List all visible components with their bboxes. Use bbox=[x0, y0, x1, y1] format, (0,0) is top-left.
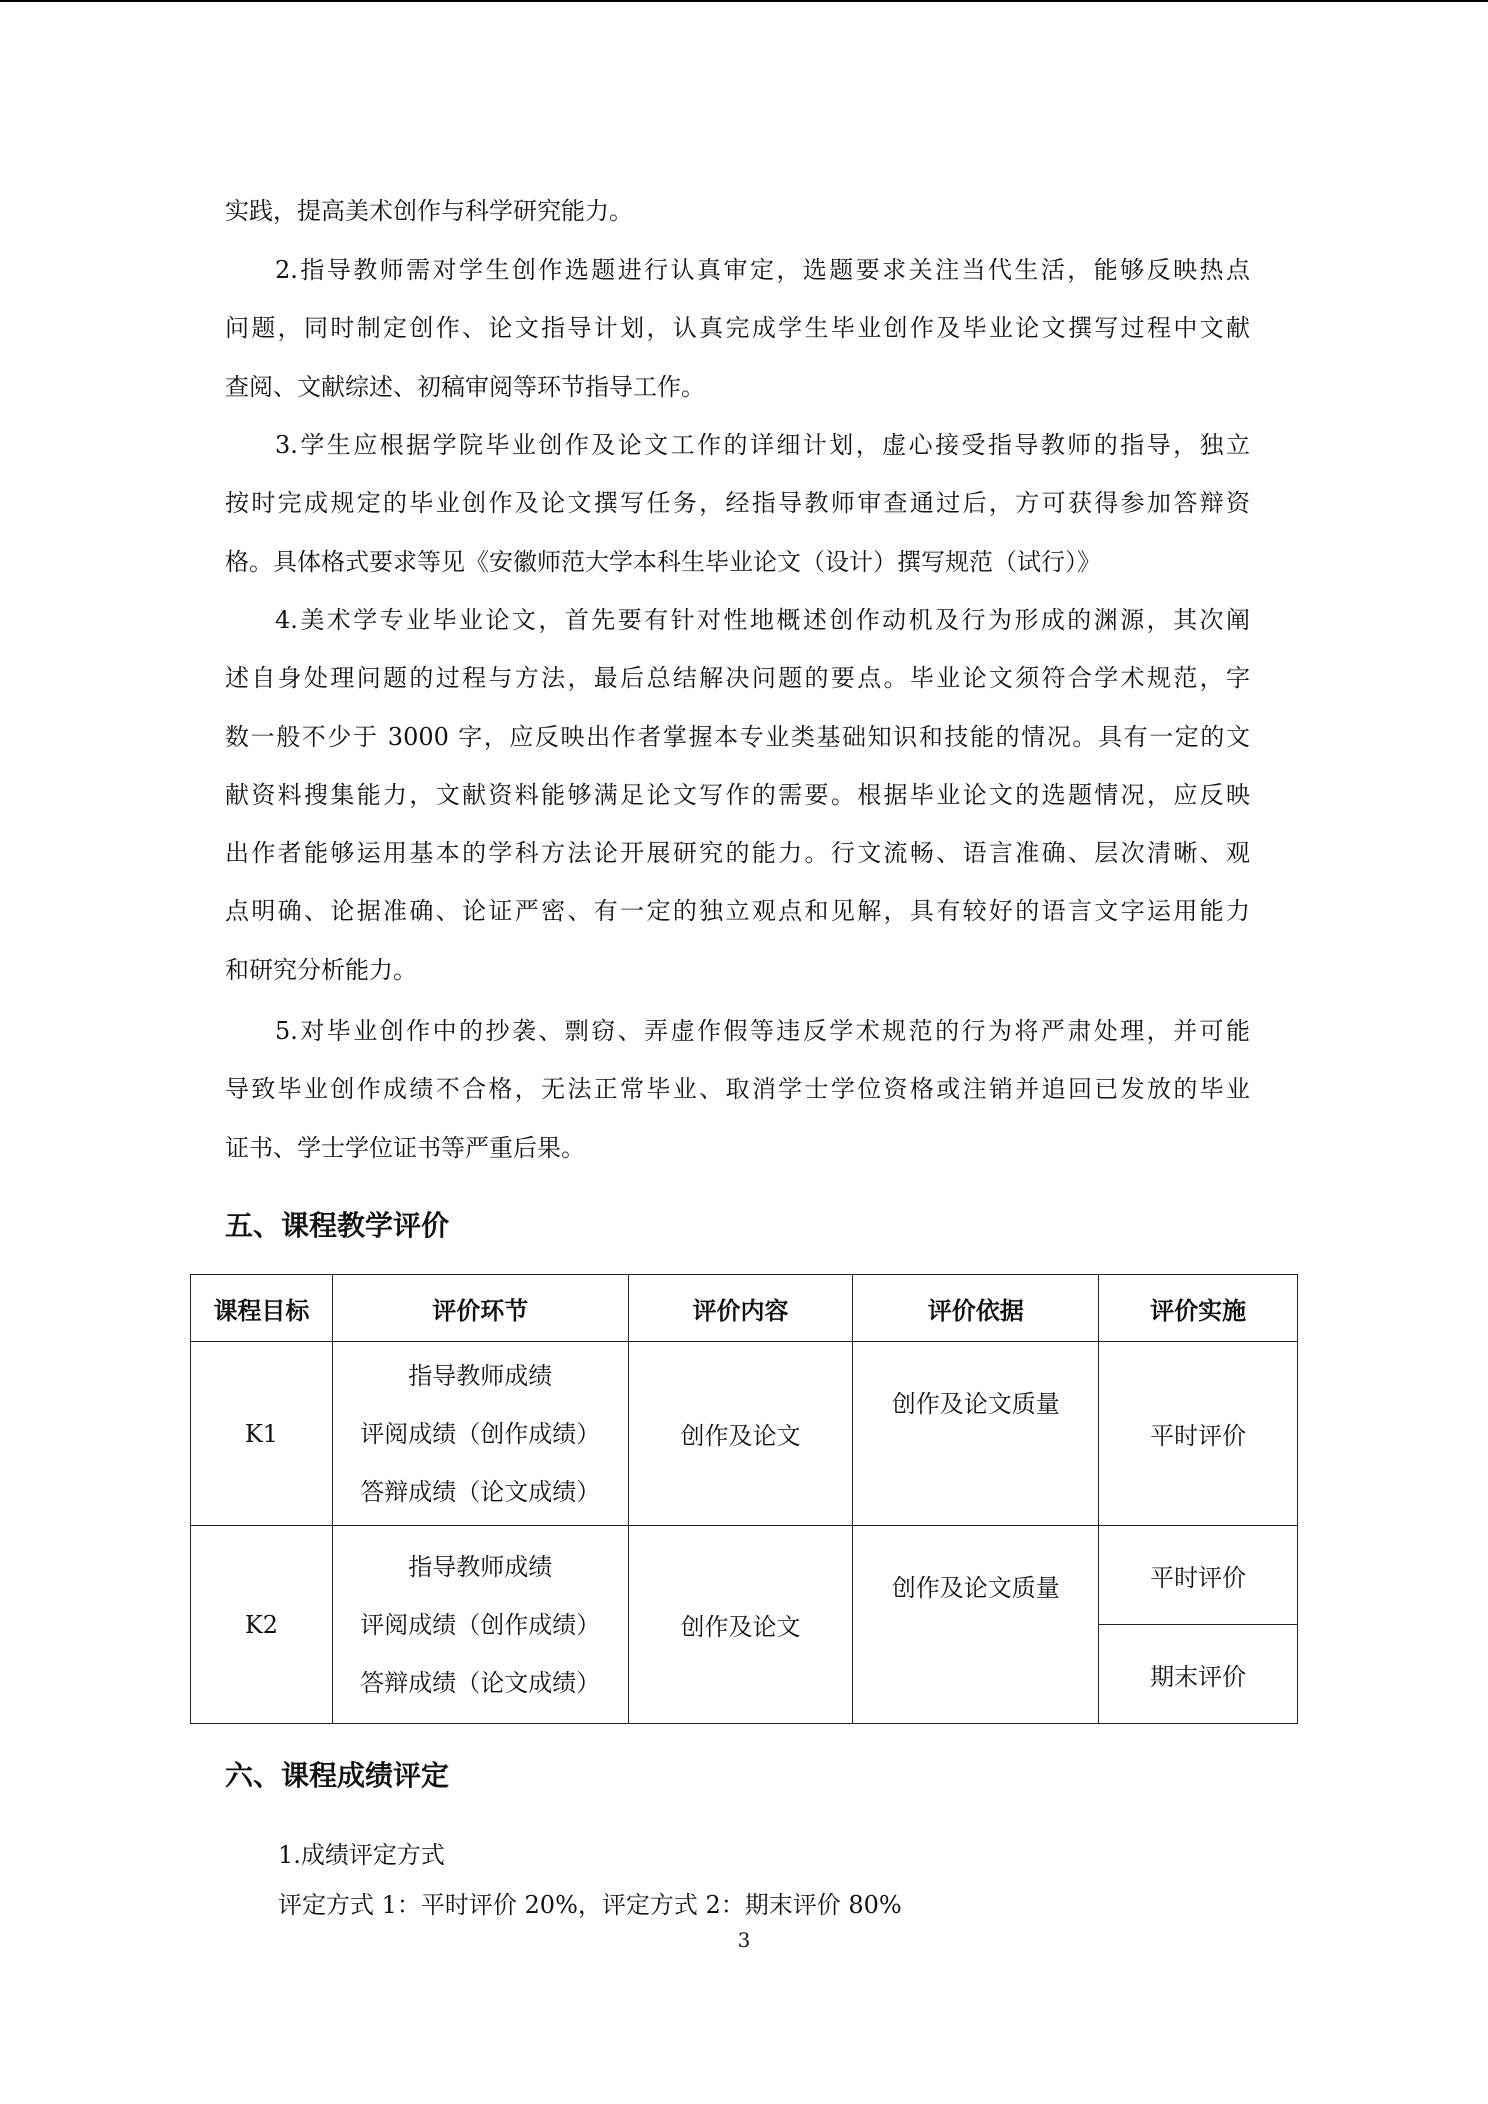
goal-cell: K1 bbox=[191, 1342, 333, 1526]
text-line: 和研究分析能力。 bbox=[225, 955, 417, 984]
text-line: 述自身处理问题的过程与方法，最后总结解决问题的要点。毕业论文须符合学术规范，字 bbox=[225, 664, 1250, 693]
text-line: 点明确、论据准确、论证严密、有一定的独立观点和见解，具有较好的语言文字运用能力 bbox=[225, 897, 1250, 926]
text-line: 2.指导教师需对学生创作选题进行认真审定，选题要求关注当代生活，能够反映热点 bbox=[275, 256, 1250, 284]
table-row bbox=[191, 1526, 1298, 1625]
text-line: 3.学生应根据学院毕业创作及论文工作的详细计划，虚心接受指导教师的指导，独立 bbox=[275, 431, 1250, 459]
impl-cell: 期末评价 bbox=[1099, 1625, 1298, 1724]
paragraph-item-3 bbox=[225, 416, 1250, 591]
impl-cell: 平时评价 bbox=[1099, 1342, 1298, 1526]
header-cell: 课程目标 bbox=[191, 1275, 333, 1342]
text-line: 导致毕业创作成绩不合格，无法正常毕业、取消学士学位资格或注销并追回已发放的毕业 bbox=[225, 1075, 1250, 1104]
header-cell: 评价依据 bbox=[853, 1275, 1099, 1342]
basis-cell: 创作及论文质量 bbox=[853, 1526, 1099, 1724]
section-heading-evaluation: 五、课程教学评价 bbox=[225, 1209, 450, 1242]
text-line: 数一般不少于 3000 字，应反映出作者掌握本专业类基础知识和技能的情况。具有一定的文 bbox=[225, 722, 1250, 751]
paragraph-item-5 bbox=[225, 1002, 1250, 1177]
paragraph-item-2 bbox=[225, 241, 1250, 416]
header-cell: 评价实施 bbox=[1099, 1275, 1298, 1342]
stages-cell bbox=[332, 1526, 628, 1724]
text-line: 4.美术学专业毕业论文，首先要有针对性地概述创作动机及行为形成的渊源，其次阐 bbox=[275, 606, 1250, 634]
evaluation-table bbox=[190, 1274, 1298, 1724]
text-line: 5.对毕业创作中的抄袭、剽窃、弄虚作假等违反学术规范的行为将严肃处理，并可能 bbox=[275, 1017, 1250, 1045]
header-cell: 评价内容 bbox=[628, 1275, 853, 1342]
basis-cell: 创作及论文质量 bbox=[853, 1342, 1099, 1526]
table-header-row bbox=[191, 1275, 1298, 1342]
text-line: 格。具体格式要求等见《安徽师范大学本科生毕业论文（设计）撰写规范（试行）》 bbox=[225, 547, 1101, 576]
text-line: 查阅、文献综述、初稿审阅等环节指导工作。 bbox=[225, 372, 705, 401]
text-line: 证书、学士学位证书等严重后果。 bbox=[225, 1133, 585, 1162]
stage-text: 评阅成绩（创作成绩） bbox=[360, 1610, 601, 1639]
grading-method-detail: 评定方式 1：平时评价 20%，评定方式 2：期末评价 80% bbox=[278, 1891, 902, 1919]
stage-text: 评阅成绩（创作成绩） bbox=[360, 1419, 601, 1448]
text-line: 出作者能够运用基本的学科方法论开展研究的能力。行文流畅、语言准确、层次清晰、观 bbox=[225, 839, 1250, 868]
page-number: 3 bbox=[737, 1928, 751, 1952]
content-cell: 创作及论文 bbox=[628, 1526, 853, 1724]
section-heading-grading: 六、课程成绩评定 bbox=[225, 1759, 450, 1792]
stage-text: 答辩成绩（论文成绩） bbox=[360, 1668, 601, 1697]
stage-text: 答辩成绩（论文成绩） bbox=[360, 1477, 601, 1506]
table-row bbox=[191, 1342, 1298, 1526]
goal-cell: K2 bbox=[191, 1526, 333, 1724]
paragraph-continuation bbox=[225, 182, 1250, 240]
text-line: 按时完成规定的毕业创作及论文撰写任务，经指导教师审查通过后，方可获得参加答辩资 bbox=[225, 489, 1250, 518]
text-line: 实践，提高美术创作与科学研究能力。 bbox=[225, 197, 633, 225]
text-line: 献资料搜集能力，文献资料能够满足论文写作的需要。根据毕业论文的选题情况，应反映 bbox=[225, 780, 1250, 809]
stage-text: 指导教师成绩 bbox=[408, 1552, 553, 1581]
stages-cell bbox=[332, 1342, 628, 1526]
content-cell: 创作及论文 bbox=[628, 1342, 853, 1526]
text-line: 问题，同时制定创作、论文指导计划，认真完成学生毕业创作及毕业论文撰写过程中文献 bbox=[225, 314, 1250, 343]
grading-method-heading: 1.成绩评定方式 bbox=[278, 1841, 445, 1869]
header-cell: 评价环节 bbox=[332, 1275, 628, 1342]
impl-cell: 平时评价 bbox=[1099, 1526, 1298, 1625]
stage-text: 指导教师成绩 bbox=[408, 1361, 553, 1390]
paragraph-item-4 bbox=[225, 591, 1250, 999]
